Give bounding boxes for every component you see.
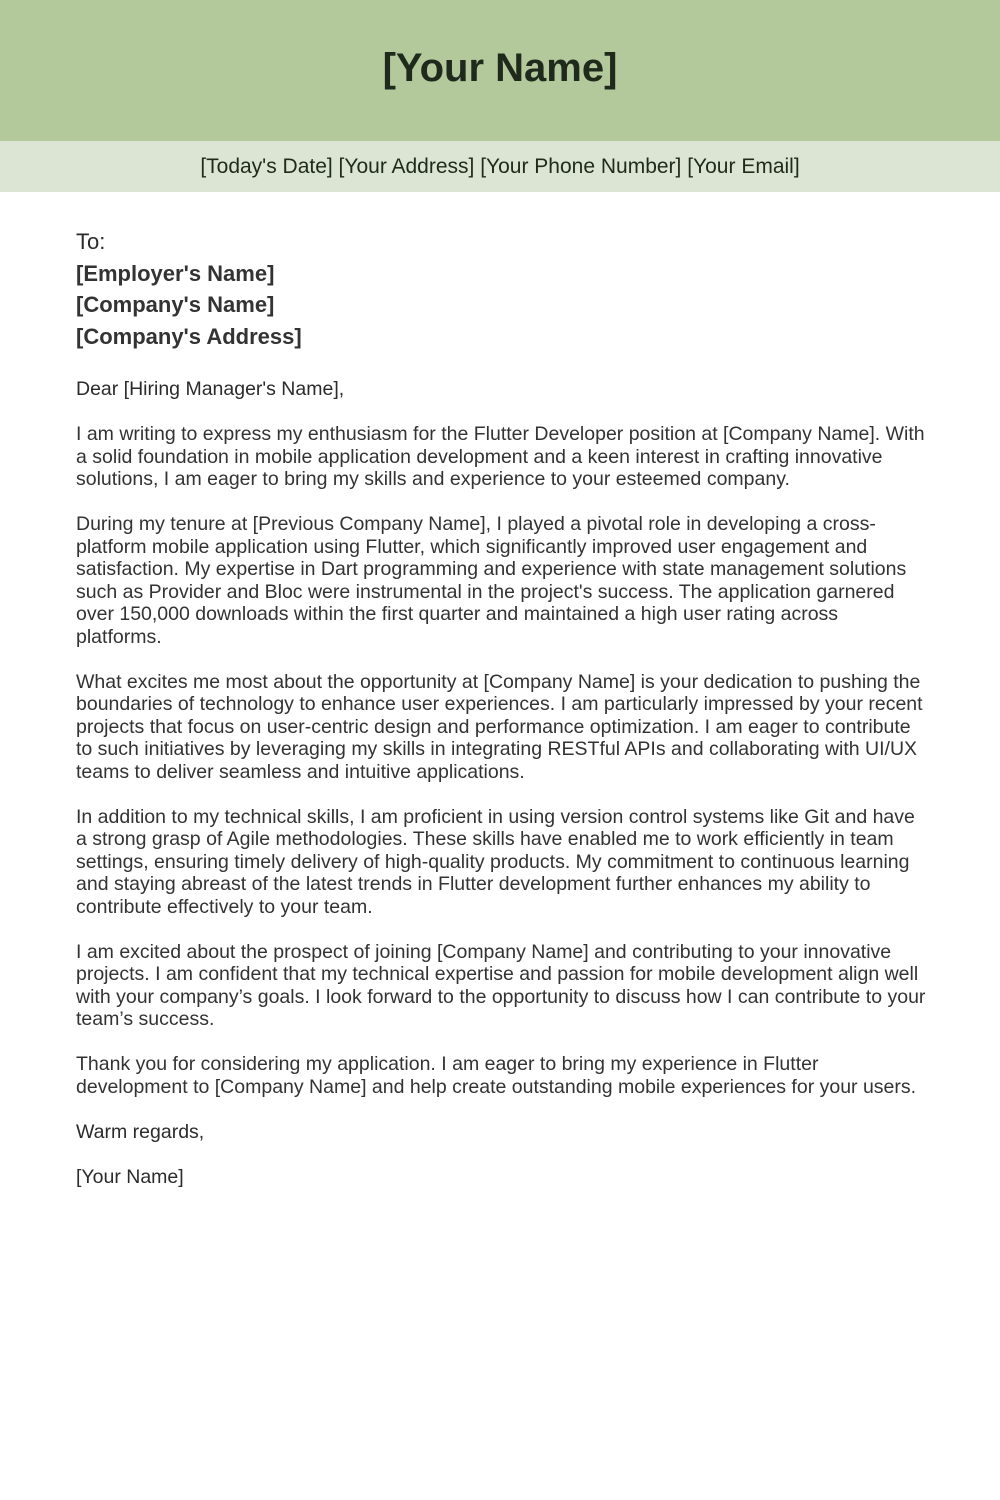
company-address: [Company's Address] — [76, 323, 302, 349]
contact-line: [Today's Date] [Your Address] [Your Phone Number] [Your Email] — [200, 154, 800, 178]
paragraph-fit: I am excited about the prospect of joining [Company Name] and contributing to your innovative projects. I am confident that my technical expertise and passion for mobile development align well with your company’s goals. I look forward to the opportunity to discuss how I can contribute to your team’s success. — [76, 940, 926, 1030]
paragraph-skills: In addition to my technical skills, I am proficient in using version control systems like Git and have a strong grasp of Agile methodologies. These skills have enabled me to work efficiently in team settings, ensuring timely delivery of high-quality products. My commitment to continuous learning and staying abreast of the latest trends in Flutter development further enhances my ability to contribute effectively to your team. — [76, 805, 915, 918]
paragraph-intro: I am writing to express my enthusiasm for the Flutter Developer position at [Company Name]. With a solid foundation in mobile application development and a keen interest in crafting innovative solutions, I am eager to bring my skills and experience to your esteemed company. — [76, 423, 925, 490]
paragraph-thanks: Thank you for considering my application. I am eager to bring my experience in Flutter development to [Company Name] and help create outstanding mobile experiences for your users. — [76, 1053, 917, 1098]
company-name: [Company's Name] — [76, 292, 275, 317]
closing: Warm regards, — [76, 1120, 205, 1143]
paragraph-motivation: What excites me most about the opportunity at [Company Name] is your dedication to pushing the boundaries of technology to enhance user experiences. I am particularly impressed by your recent projects that focus on user-centric design and performance optimization. I am eager to contribute to such initiatives by leveraging my skills in integrating RESTful APIs and collaborating with UI/UX teams to deliver seamless and intuitive applications. — [76, 670, 923, 783]
employer-name: [Employer's Name] — [76, 260, 275, 286]
contact-info-bar — [0, 141, 1000, 192]
to-label: To: — [76, 229, 106, 254]
paragraph-experience: During my tenure at [Previous Company Name], I played a pivotal role in developing a cross-platform mobile application using Flutter, which significantly improved user engagement and satisfaction. My expertise in Dart programming and experience with state management solutions such as Provider and Bloc were instrumental in the project's success. The application garnered over 150,000 downloads within the first quarter and maintained a high user rating across platforms. — [76, 513, 907, 648]
recipient-block — [76, 226, 926, 352]
signature: [Your Name] — [76, 1165, 184, 1188]
letter-body — [76, 226, 926, 1188]
sender-name-heading: [Your Name] — [382, 46, 618, 90]
salutation: Dear [Hiring Manager's Name], — [76, 378, 345, 400]
letterhead-banner — [0, 0, 1000, 141]
